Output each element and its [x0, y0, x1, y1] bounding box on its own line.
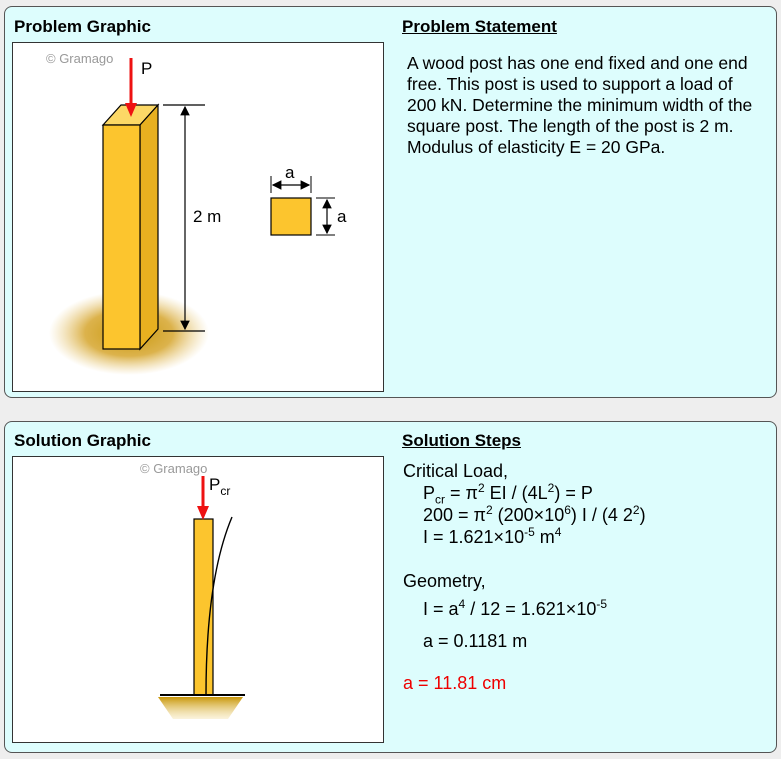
solution-graphic-title: Solution Graphic [14, 431, 151, 450]
cross-section [271, 198, 311, 235]
equation-width-result: a = 0.1181 m [423, 631, 528, 651]
equation-inertia-result: $I = 1.621\times 10^{-5}$ $m^4$ [423, 525, 562, 547]
equation-geometry: $I = a^4 / 12 = 1.621\times 10^{-5}$ [423, 597, 608, 619]
post-front-face [103, 125, 140, 349]
equation-critical-load: $P_{cr} = \pi^2$ EI / $(4L^2) = P$ [423, 481, 593, 507]
length-label: 2 m [193, 207, 222, 226]
load-label: P [141, 59, 153, 78]
critical-load-heading: Critical Load, [403, 461, 509, 481]
buckling-diagram [13, 457, 383, 742]
post-side-face [140, 105, 158, 349]
problem-statement: A wood post has one end fixed and one end free. This post is used to support a load of 200 kN. Determine the minimum width of the square post. The length of the post is 2 m. Modulus of elasticity E = 20 GPa. [407, 53, 753, 157]
solution-steps [403, 460, 763, 694]
watermark: © Gramago [140, 461, 208, 476]
problem-graphic [12, 42, 384, 392]
solution-panel [4, 421, 777, 753]
height-label: a [337, 207, 347, 226]
solution-graphic [12, 456, 384, 743]
final-answer: a = 11.81 cm [403, 673, 507, 693]
width-label: a [285, 163, 295, 182]
watermark: © Gramago [46, 51, 114, 66]
problem-graphic-title: Problem Graphic [14, 17, 151, 36]
problem-statement-title: Problem Statement [402, 17, 557, 36]
ground-base [158, 697, 243, 719]
solution-steps-title: Solution Steps [402, 431, 521, 450]
critical-load-arrowhead [197, 506, 209, 520]
post-diagram [13, 43, 383, 391]
problem-panel [4, 6, 777, 398]
critical-load-label: $P_{cr}$ [209, 475, 231, 498]
equation-substitution: $200 = \pi^2$ $(200\times 10^6)$ I / (4 $2^2$) [423, 503, 646, 525]
geometry-heading: Geometry, [403, 571, 486, 591]
